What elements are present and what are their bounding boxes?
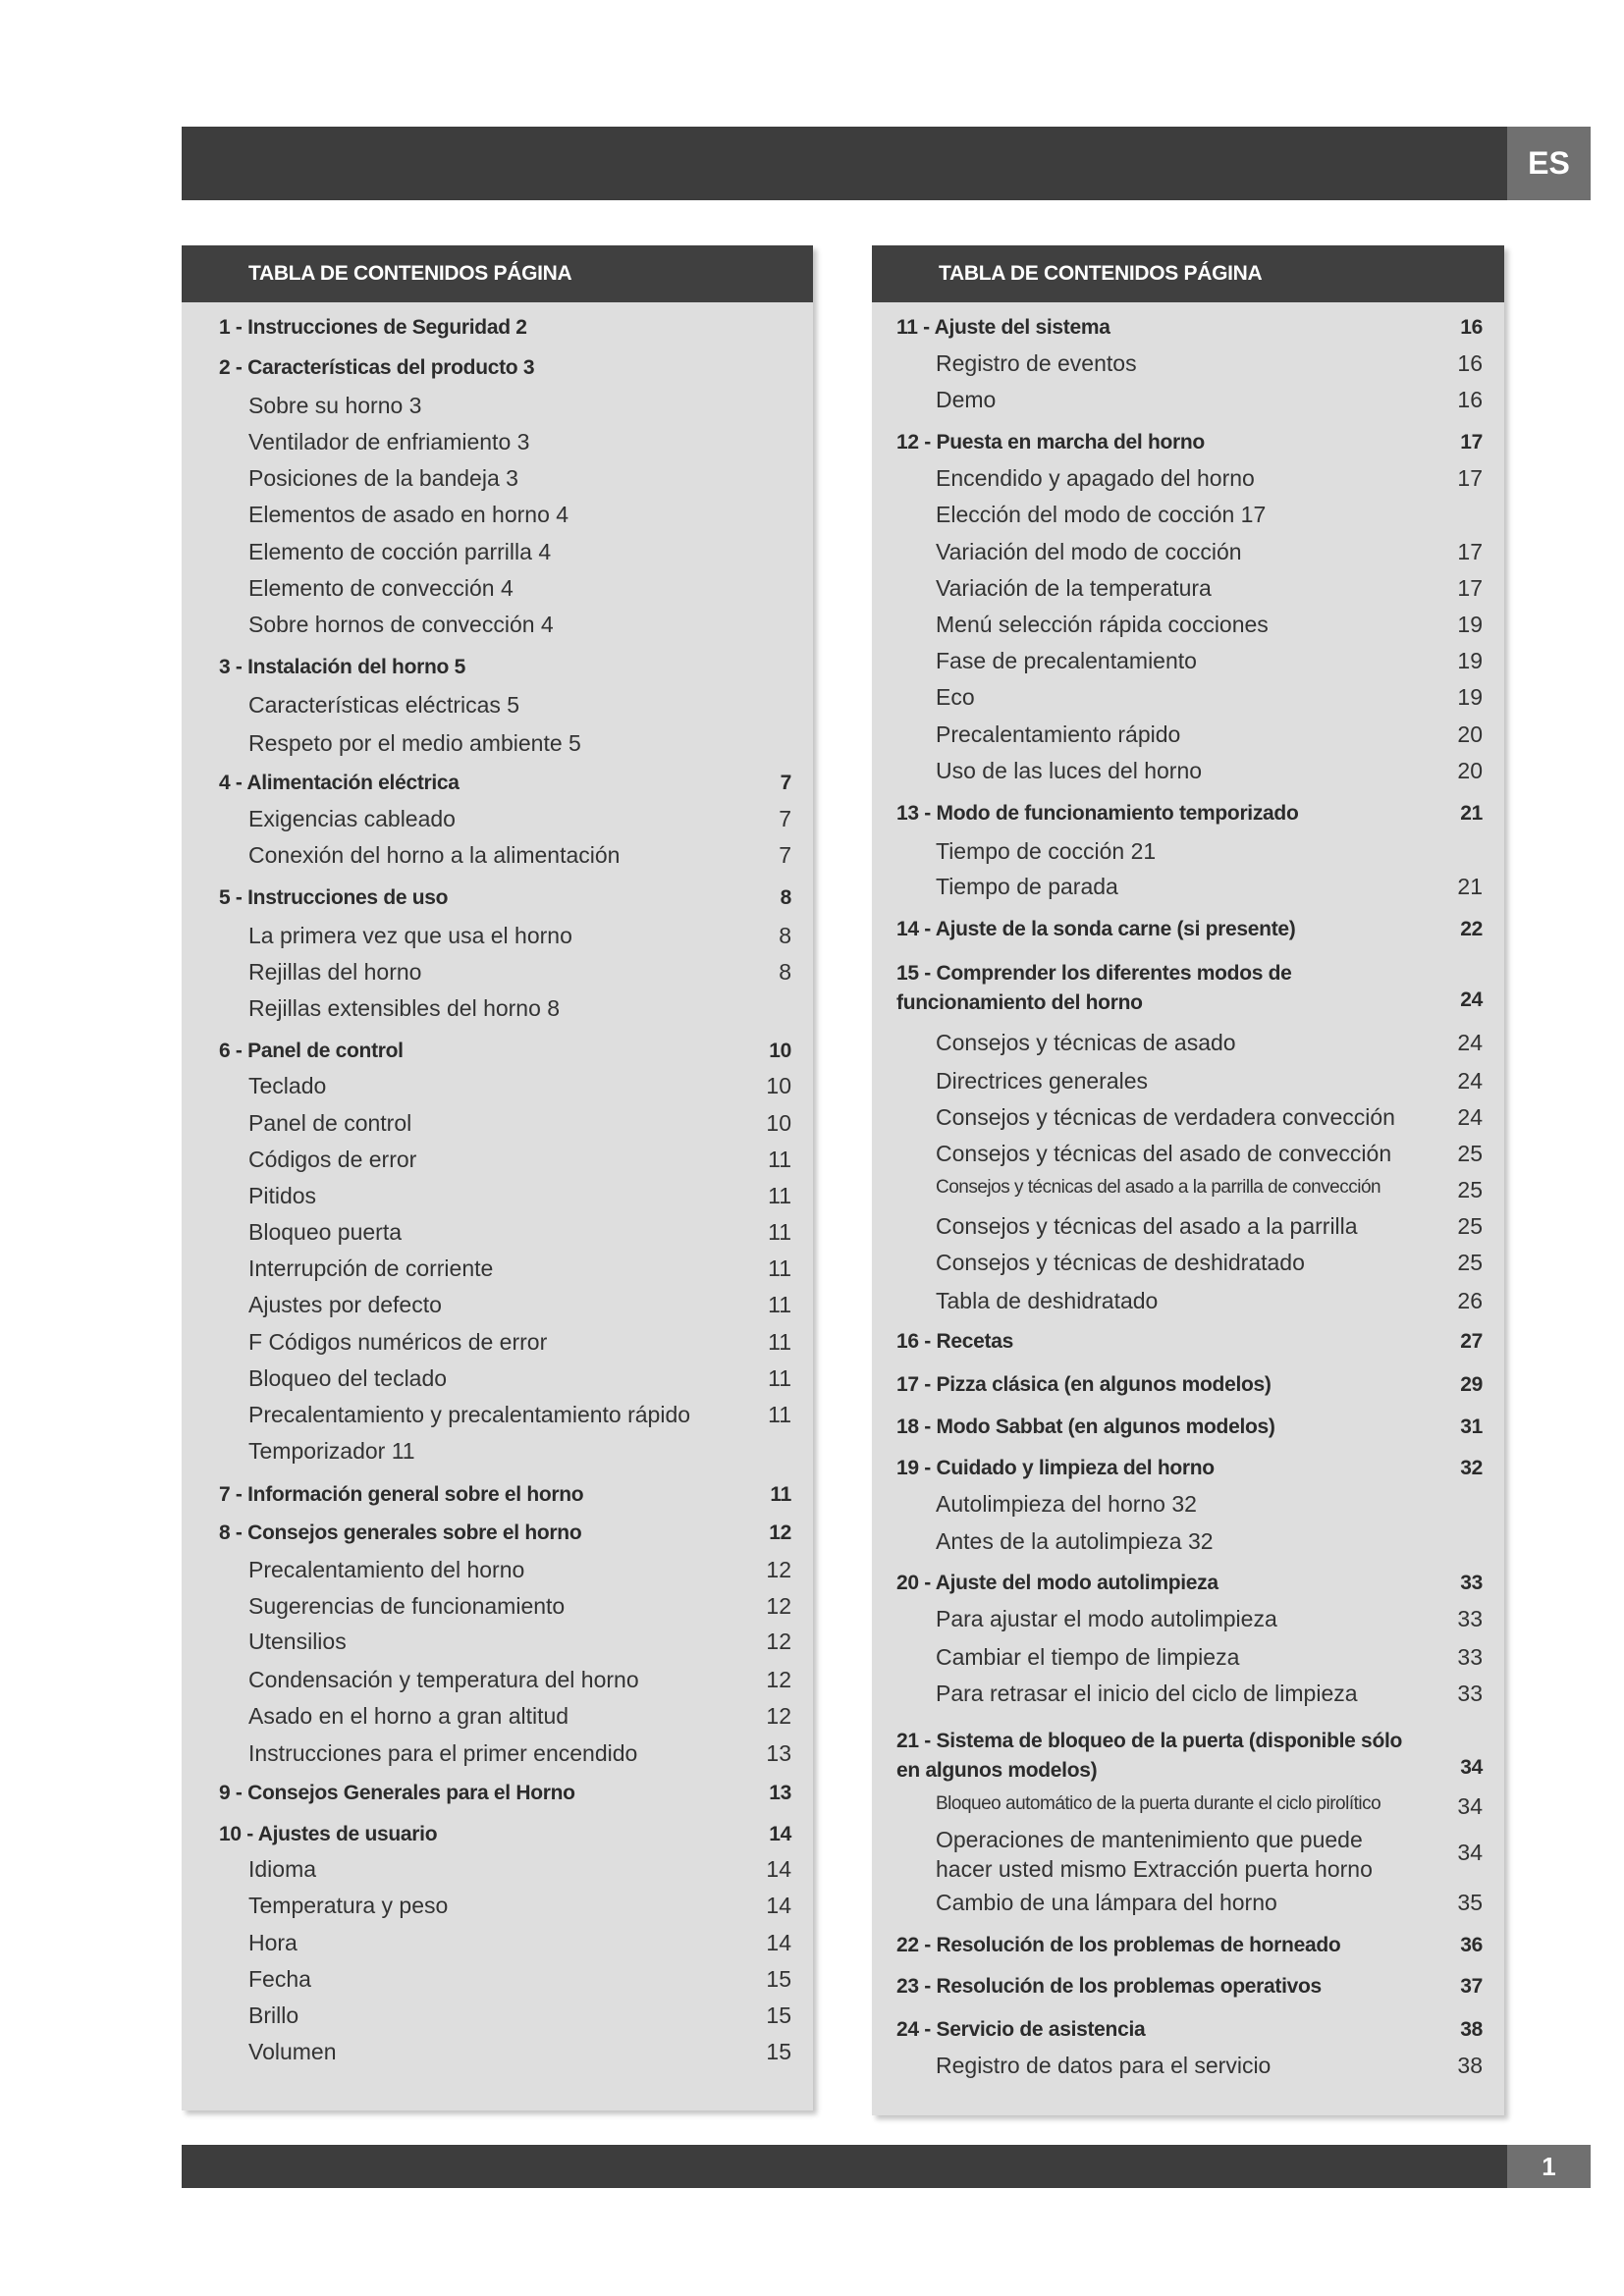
toc-entry-title: 14 - Ajuste de la sonda carne (si presente) [896,918,1296,940]
toc-entry-title: Operaciones de mantenimiento que puede hacer usted mismo Extracción puerta horno [936,1827,1373,1882]
toc-entry-page: 35 [1457,1890,1483,1915]
toc-entry-title: 9 - Consejos Generales para el Horno [219,1782,575,1804]
toc-entry-title: Bloqueo puerta [248,1219,403,1245]
toc-entry-page: 21 [1460,802,1483,825]
toc-entry-page: 17 [1460,431,1483,454]
toc-entry-title: 24 - Servicio de asistencia [896,2018,1146,2041]
toc-entry-page: 22 [1460,918,1483,940]
toc-entry-title: Respeto por el medio ambiente 5 [248,730,581,756]
toc-entry-title: Bloqueo del teclado [248,1365,448,1391]
toc-entry-title: Posiciones de la bandeja 3 [248,465,518,491]
toc-entry-page: 12 [766,1593,791,1619]
toc-entry-title: Hora [248,1930,298,1955]
toc-entry-page: 8 [780,886,791,909]
toc-entry-page: 15 [766,2039,791,2064]
toc-entry-title: Sobre hornos de convección 4 [248,612,554,637]
toc-entry-title: F Códigos numéricos de error [248,1329,548,1355]
toc-entry-title: Panel de control [248,1110,412,1136]
toc-entry-page: 16 [1457,350,1483,376]
toc-entry-page: 25 [1457,1177,1483,1202]
toc-entry-page: 21 [1457,874,1483,899]
toc-entry-title: Tiempo de parada [936,874,1118,899]
toc-panel-right [872,245,1504,2115]
toc-entry-title: Fecha [248,1966,311,1992]
toc-entry-title: Eco [936,684,975,710]
toc-entry-title: Elección del modo de cocción 17 [936,502,1267,527]
toc-entry-page: 33 [1460,1572,1483,1594]
toc-entry-page: 10 [766,1110,791,1136]
toc-entry-title: Consejos y técnicas de asado [936,1030,1236,1055]
toc-entry-title: Precalentamiento del horno [248,1557,525,1582]
toc-entry-title: Elemento de convección 4 [248,575,514,601]
toc-entry-title: 21 - Sistema de bloqueo de la puerta (disponible sólo en algunos modelos) [896,1730,1403,1782]
toc-entry-title: Volumen [248,2039,337,2064]
toc-entry-title: 13 - Modo de funcionamiento temporizado [896,802,1299,825]
toc-entry-title: Bloqueo automático de la puerta durante el ciclo pirolítico [936,1793,1381,1814]
toc-entry-title: Para retrasar el inicio del ciclo de limpieza [936,1681,1358,1706]
toc-entry-title: Temperatura y peso [248,1893,449,1918]
toc-entry-title: Elemento de cocción parrilla 4 [248,539,552,564]
toc-entry-page: 11 [768,1183,791,1208]
toc-entry-title: Sugerencias de funcionamiento [248,1593,566,1619]
toc-entry-page: 11 [768,1255,791,1281]
toc-entry-title: Instrucciones para el primer encendido [248,1740,638,1766]
toc-entry-page: 20 [1457,721,1483,747]
toc-entry-page: 24 [1460,988,1483,1011]
toc-entry-page: 19 [1457,648,1483,673]
toc-entry-title: 6 - Panel de control [219,1040,404,1062]
toc-entry-title: Características eléctricas 5 [248,692,520,718]
toc-entry-title: Tiempo de cocción 21 [936,838,1157,864]
toc-entry-page: 12 [766,1557,791,1582]
toc-entry-page: 16 [1457,387,1483,412]
toc-entry-title: Autolimpieza del horno 32 [936,1491,1197,1517]
toc-entry-page: 12 [766,1629,791,1654]
toc-panel-left [182,245,813,2110]
language-badge: ES [1507,127,1591,200]
toc-entry-page: 7 [779,806,791,831]
toc-entry-title: Sobre su horno 3 [248,393,422,418]
toc-entry-title: 10 - Ajustes de usuario [219,1823,438,1845]
toc-entry-page: 17 [1457,575,1483,601]
toc-entry-title: 11 - Ajuste del sistema [896,316,1110,339]
toc-entry-page: 13 [769,1782,791,1804]
toc-entry-title: Cambiar el tiempo de limpieza [936,1644,1240,1670]
toc-entry-title: Precalentamiento rápido [936,721,1181,747]
toc-entry-title: Precalentamiento y precalentamiento rápido [248,1402,691,1427]
toc-entry-title: 1 - Instrucciones de Seguridad 2 [219,316,527,339]
toc-entry-title: Antes de la autolimpieza 32 [936,1528,1214,1554]
toc-entry-title: Conexión del horno a la alimentación [248,842,621,868]
toc-entry-page: 24 [1457,1030,1483,1055]
toc-entry-title: Directrices generales [936,1068,1149,1094]
toc-entry-page: 7 [779,842,791,868]
toc-entry-title: Brillo [248,2002,299,2028]
toc-entry-title: Ventilador de enfriamiento 3 [248,429,530,454]
toc-entry-page: 25 [1457,1213,1483,1239]
toc-entry-page: 12 [766,1667,791,1692]
toc-entry-page: 17 [1457,539,1483,564]
toc-entry-page: 25 [1457,1250,1483,1275]
toc-entry-page: 17 [1457,465,1483,491]
toc-entry-page: 12 [769,1522,791,1544]
toc-entry-page: 11 [770,1483,791,1506]
page-number: 1 [1507,2145,1591,2188]
toc-entry-title: 2 - Características del producto 3 [219,356,535,379]
toc-entry-page: 19 [1457,684,1483,710]
toc-entry-title: Utensilios [248,1629,347,1654]
toc-entry-title: Asado en el horno a gran altitud [248,1703,569,1729]
toc-entry-title: Elementos de asado en horno 4 [248,502,569,527]
toc-entry-title: 7 - Información general sobre el horno [219,1483,584,1506]
toc-entry-page: 38 [1457,2053,1483,2078]
toc-entry-title: Interrupción de corriente [248,1255,494,1281]
toc-entry-title: Variación del modo de cocción [936,539,1242,564]
toc-entry-title: Consejos y técnicas del asado a la parrilla de convección [936,1177,1381,1198]
toc-entry-page: 11 [768,1292,791,1317]
toc-entry-title: Exigencias cableado [248,806,456,831]
toc-entry-title: Consejos y técnicas del asado a la parrilla [936,1213,1358,1239]
toc-heading: TABLA DE CONTENIDOS PÁGINA [182,245,813,302]
toc-entry-page: 27 [1460,1330,1483,1353]
toc-entry-title: 20 - Ajuste del modo autolimpieza [896,1572,1218,1594]
toc-entry-title: 4 - Alimentación eléctrica [219,772,460,794]
toc-entry-title: Menú selección rápida cocciones [936,612,1269,637]
toc-entry-page: 31 [1460,1415,1483,1438]
toc-entry-title: Pitidos [248,1183,317,1208]
toc-entry-page: 26 [1457,1288,1483,1313]
header-bar [182,127,1507,200]
toc-entry-title: 18 - Modo Sabbat (en algunos modelos) [896,1415,1275,1438]
toc-entry-title: Idioma [248,1856,317,1882]
toc-entry-title: Uso de las luces del horno [936,758,1203,783]
toc-entry-page: 8 [779,959,791,985]
toc-entry-page: 33 [1457,1681,1483,1706]
toc-entry-title: 12 - Puesta en marcha del horno [896,431,1205,454]
toc-entry-page: 25 [1457,1141,1483,1166]
toc-entry-title: Variación de la temperatura [936,575,1212,601]
toc-entry-title: La primera vez que usa el horno [248,923,572,948]
toc-entry-page: 7 [780,772,791,794]
toc-entry-title: Para ajustar el modo autolimpieza [936,1606,1277,1631]
toc-entry-title: Fase de precalentamiento [936,648,1197,673]
toc-entry-title: 23 - Resolución de los problemas operativos [896,1975,1322,1998]
toc-entry-page: 19 [1457,612,1483,637]
toc-entry-title: 19 - Cuidado y limpieza del horno [896,1457,1215,1479]
toc-entry-title: Códigos de error [248,1147,417,1172]
toc-entry-page: 11 [768,1402,791,1427]
toc-entry-page: 33 [1457,1644,1483,1670]
toc-entry-title: Encendido y apagado del horno [936,465,1255,491]
toc-entry-title: Rejillas extensibles del horno 8 [248,995,561,1021]
toc-entry-page: 11 [768,1147,791,1172]
toc-entry-page: 12 [766,1703,791,1729]
toc-entry-page: 20 [1457,758,1483,783]
toc-entry-title: Tabla de deshidratado [936,1288,1159,1313]
toc-entry-page: 33 [1457,1606,1483,1631]
toc-entry-title: 17 - Pizza clásica (en algunos modelos) [896,1373,1272,1396]
toc-entry-page: 34 [1460,1756,1483,1779]
toc-entry-page: 10 [766,1073,791,1098]
toc-entry-title: Consejos y técnicas de verdadera convección [936,1104,1395,1130]
toc-entry-page: 32 [1460,1457,1483,1479]
toc-entry-page: 15 [766,2002,791,2028]
toc-entry-page: 24 [1457,1104,1483,1130]
toc-entry-page: 29 [1460,1373,1483,1396]
toc-entry-title: Consejos y técnicas de deshidratado [936,1250,1305,1275]
toc-entry-title: Demo [936,387,997,412]
toc-entry-page: 34 [1457,1793,1483,1819]
toc-entry-page: 24 [1457,1068,1483,1094]
toc-entry-title: Registro de datos para el servicio [936,2053,1272,2078]
footer-bar [182,2145,1507,2188]
toc-entry-title: 22 - Resolución de los problemas de horneado [896,1934,1341,1956]
toc-entry-page: 14 [769,1823,791,1845]
toc-entry-title: 5 - Instrucciones de uso [219,886,449,909]
toc-entry-title: Cambio de una lámpara del horno [936,1890,1277,1915]
toc-entry-title: Teclado [248,1073,327,1098]
toc-entry-title: Temporizador 11 [248,1438,415,1464]
toc-entry-title: Condensación y temperatura del horno [248,1667,639,1692]
toc-entry-page: 38 [1460,2018,1483,2041]
toc-entry-page: 13 [766,1740,791,1766]
toc-entry-title: Rejillas del horno [248,959,422,985]
toc-entry-title: Ajustes por defecto [248,1292,442,1317]
toc-entry-page: 16 [1460,316,1483,339]
toc-entry-page: 8 [779,923,791,948]
toc-entry-title: 15 - Comprender los diferentes modos de funcionamiento del horno [896,962,1292,1014]
toc-entry-page: 11 [768,1329,791,1355]
toc-entry-page: 14 [766,1893,791,1918]
toc-entry-page: 34 [1457,1840,1483,1865]
toc-entry-title: Consejos y técnicas del asado de convección [936,1141,1392,1166]
toc-entry-title: 8 - Consejos generales sobre el horno [219,1522,582,1544]
toc-entry-title: Registro de eventos [936,350,1137,376]
toc-entry-title: 16 - Recetas [896,1330,1013,1353]
toc-entry-page: 10 [769,1040,791,1062]
toc-heading: TABLA DE CONTENIDOS PÁGINA [872,245,1504,302]
toc-entry-page: 37 [1460,1975,1483,1998]
toc-entry-page: 11 [768,1365,791,1391]
toc-entry-page: 14 [766,1856,791,1882]
toc-entry-page: 36 [1460,1934,1483,1956]
toc-entry-page: 14 [766,1930,791,1955]
toc-entry-page: 11 [768,1219,791,1245]
toc-entry-title: 3 - Instalación del horno 5 [219,656,465,678]
toc-entry-page: 15 [766,1966,791,1992]
